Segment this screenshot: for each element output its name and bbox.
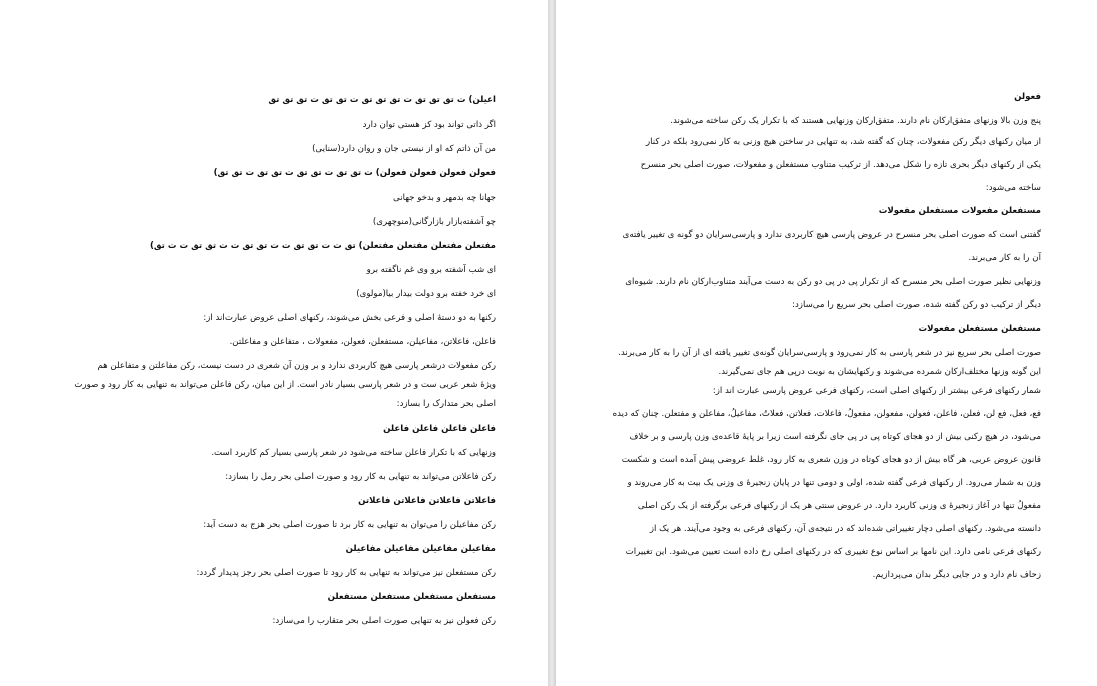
text-line: دیگر از ترکیب دو رکن گفته شده، صورت اصلی بحر سریع را می‌سازد: [792,300,1041,310]
text-line: این گونه وزنها مختلف‌ارکان شمرده می‌شوند و رکنهایشان به نوبت درپی هم جای نمی‌گیرند. [718,367,1041,377]
heading-line: فعولن [1014,92,1041,102]
heading-line: مستفعلن مفعولات مستفعلن مفعولات [878,206,1041,216]
text-line: رکن مفعولات درشعر پارسی هیچ کاربردی ندارد و بر وزن آن شعری در دست نیست، رکن مفاعلتن و متفاعلن هم [97,361,496,371]
text-line: از میان رکنهای دیگر رکن مفعولات، چنان که گفته شد، به تنهایی در ساختن هیچ وزنی به کار نمی‌رود بلکه در کنار [645,137,1041,147]
text-line: پنج وزن بالا وزنهای متفق‌ارکان نام دارند. متفق‌ارکان وزنهایی هستند که با تکرار یک رکن ساخته می‌شوند. [670,116,1041,126]
text-line: چو آشفته‌بازار بازارگانی(منوچهری) [372,217,496,227]
heading-line: مستفعلن مستفعلن مستفعلن مستفعلن [327,592,496,602]
text-line: ویژهٔ شعر عربی ست و در شعر پارسی بسیار نادر است. از این میان، رکن فاعلن می‌تواند به تنهایی به کار رود و صورت [74,380,496,390]
text-line: رکن فعولن نیز به تنهایی صورت اصلی بحر متقارب را می‌سازد: [272,616,496,626]
text-line: ساخته می‌شود: [985,183,1041,193]
text-line: فع، فعل، فع لن، فعلن، فاعلن، فعولن، مفعولن، مفعولُ، فاعلات، فعلاتن، فعلاتُ، مفاعیلُ، مفاعلن و مفتعلن. چنان که دیده [612,409,1041,419]
left-page-text [74,95,496,627]
text-line: آن را به کار می‌برند. [968,253,1041,263]
text-line: رکن مستفعلن نیز می‌تواند به تنهایی به کار رود تا صورت اصلی بحر رجز پدیدار گردد: [196,568,496,578]
text-line: یکی از رکنهای دیگر بحری تازه را شکل می‌دهد. از ترکیب متناوب مستفعلن و مفعولات، صورت اصلی بحر منسرح [640,160,1041,170]
text-line: رکن فاعلاتن می‌تواند به تنهایی به کار رود و صورت اصلی بحر رمل را بسازد: [225,472,496,482]
text-line: رکنها به دو دستهٔ اصلی و فرعی بخش می‌شوند، رکنهای اصلی عروض عبارت‌اند از: [203,313,496,323]
text-line: رکن مفاعیلن را می‌توان به تنهایی به کار برد تا صورت اصلی بحر هزج به دست آید: [203,520,496,530]
text-line: زحاف نام دارد و در جایی دیگر بدان می‌پردازیم. [872,570,1041,580]
text-line: وزن به شمار می‌رود. از رکنهای فرعی گفته شده، اولی و دومی تنها در پایان زنجیرهٔ ی وزنی یک بیت به کار می‌روند و [627,478,1041,488]
text-line: وزنهایی که با تکرار فاعلن ساخته می‌شود در شعر پارسی بسیار کم کاربرد است. [211,448,496,458]
heading-line: فعولن فعولن فعولن فعولن) ت تق تق ت تق تق ت تق تق ت تق تق) [213,168,496,178]
text-line: قانون عروض عربی، هر گاه بیش از دو هجای کوتاه در وزن شعری به کار رود، غلط عروضی پیش آمده است و شکست [621,455,1041,465]
right-page [556,0,1097,686]
heading-line: مفتعلن مفتعلن مفتعلن مفتعلن) تق ت ت تق تق ت ت تق تق ت ت تق تق ت ت تق) [150,241,496,251]
text-line: وزنهایی نظیر صورت اصلی بحر منسرح که از تکرار پی در پی دو رکن به دست می‌آیند متناوب‌ارکان نام دارند. شیوه‌ای [625,277,1041,287]
heading-line: اعیلن) ت تق تق تق ت تق تق تق ت تق تق ت تق تق تق [268,95,496,105]
text-line: اصلی بحر متدارک را بسازد: [396,399,496,409]
text-line: گفتنی است که صورت اصلی بحر منسرح در عروض پارسی هیچ کاربردی ندارد و پارسی‌سرایان دو گونه ی تغییر یافته‌ی [622,230,1041,240]
text-line: من آن ذاتم که او از نیستی جان و روان دارد(سنایی) [312,144,496,154]
heading-line: مفاعیلن مفاعیلن مفاعیلن مفاعیلن [345,544,496,554]
text-line: فاعلن، فاعلاتن، مفاعیلن، مستفعلن، فعولن، مفعولات ، متفاعلن و مفاعلتن. [229,337,496,347]
text-line: ای خرد خفته برو دولت بیدار بیا(مولوی) [356,289,496,299]
text-line: رکنهای فرعی نامی دارد. این نامها بر اساس نوع تغییری که در رکنهای اصلی رخ داده است تعیین می‌شود. این تغییرات [625,547,1041,557]
text-line: ای شب آشفته برو وی غم ناگفته برو [366,265,496,275]
text-line: شمار رکنهای فرعی بیشتر از رکنهای اصلی است، رکنهای فرعی عروض پارسی عبارت اند از: [712,386,1041,396]
right-page-text [612,92,1041,581]
text-line: دانسته می‌شود. رکنهای اصلی دچار تغییراتی شده‌اند که در نتیجه‌ی آن، رکنهای فرعی به وجود می‌آیند. هر یک از [649,524,1041,534]
page-gutter [548,0,556,686]
left-page [0,0,548,686]
text-line: اگر ذاتی تواند بود کز هستی توان دارد [362,120,496,130]
text-line: صورت اصلی بحر سریع نیز در شعر پارسی به کار نمی‌رود و پارسی‌سرایان گونه‌ی تغییر یافته ای از آن را به کار می‌برند. [618,348,1041,358]
heading-line: مستفعلن مستفعلن مفعولات [918,324,1041,334]
heading-line: فاعلاتن فاعلاتن فاعلاتن فاعلاتن [358,496,496,506]
text-line: مفعولُ تنها در آغاز زنجیرهٔ ی وزنی کاربرد دارد. در عروض سنتی هر یک از رکنهای فرعی برگرفته از یک رکن اصلی [637,501,1041,511]
text-line: می‌شود، در هیچ رکنی بیش از دو هجای کوتاه پی در پی جای نگرفته است زیرا بر پایهٔ قاعده‌ی وزن پارسی و بر خلاف [629,432,1041,442]
heading-line: فاعلن فاعلن فاعلن فاعلن [383,424,496,434]
text-line: جهانا چه بدمهر و بدخو جهانی [393,193,496,203]
